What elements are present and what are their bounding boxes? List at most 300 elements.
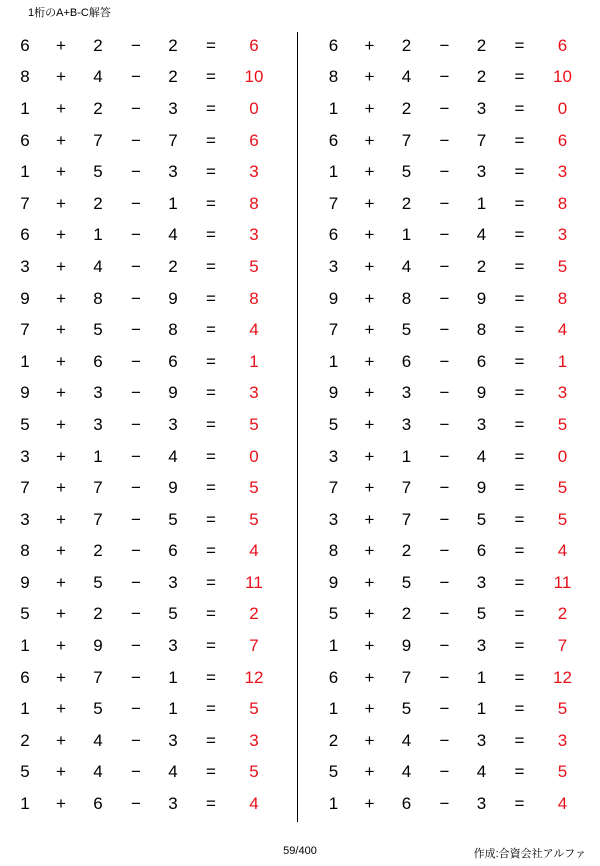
operand-a: 7	[20, 193, 30, 213]
plus-icon: +	[364, 794, 375, 814]
equals-icon: =	[514, 636, 525, 656]
plus-icon: +	[56, 446, 66, 466]
operand-b: 2	[401, 604, 412, 624]
equals-icon: =	[514, 98, 525, 118]
plus-icon: +	[364, 351, 375, 371]
operand-c: 6	[168, 541, 178, 561]
problem-row	[317, 662, 600, 694]
answer-value: 5	[249, 256, 259, 276]
answer-value: 4	[557, 320, 568, 340]
problem-row	[8, 504, 292, 536]
problem-row	[8, 757, 292, 789]
operand-b: 6	[401, 794, 412, 814]
problem-row	[8, 378, 292, 410]
operand-a: 6	[328, 35, 339, 55]
operand-c: 3	[476, 98, 487, 118]
operand-c: 3	[476, 730, 487, 750]
plus-icon: +	[364, 730, 375, 750]
equals-icon: =	[206, 604, 216, 624]
answer-value: 12	[553, 667, 572, 687]
operand-b: 5	[401, 162, 412, 182]
operand-b: 4	[401, 762, 412, 782]
problem-row	[8, 662, 292, 694]
plus-icon: +	[364, 414, 375, 434]
plus-icon: +	[56, 383, 66, 403]
equals-icon: =	[514, 162, 525, 182]
operand-b: 5	[401, 572, 412, 592]
minus-icon: −	[131, 636, 141, 656]
answer-value: 2	[557, 604, 568, 624]
minus-icon: −	[439, 225, 450, 245]
plus-icon: +	[364, 35, 375, 55]
operand-c: 5	[476, 604, 487, 624]
operand-a: 9	[20, 288, 30, 308]
equals-icon: =	[206, 730, 216, 750]
operand-c: 3	[168, 572, 178, 592]
operand-a: 1	[20, 162, 30, 182]
problem-row	[317, 62, 600, 94]
plus-icon: +	[56, 572, 66, 592]
minus-icon: −	[131, 193, 141, 213]
minus-icon: −	[131, 130, 141, 150]
operand-a: 5	[328, 762, 339, 782]
equals-icon: =	[514, 541, 525, 561]
minus-icon: −	[439, 667, 450, 687]
equals-icon: =	[206, 193, 216, 213]
problem-row	[317, 630, 600, 662]
equals-icon: =	[514, 35, 525, 55]
problem-row	[8, 441, 292, 473]
answer-value: 6	[249, 130, 259, 150]
plus-icon: +	[364, 572, 375, 592]
operand-c: 2	[168, 35, 178, 55]
operand-b: 7	[93, 667, 103, 687]
operand-b: 2	[401, 541, 412, 561]
equals-icon: =	[206, 98, 216, 118]
operand-c: 3	[168, 730, 178, 750]
operand-c: 3	[168, 162, 178, 182]
minus-icon: −	[131, 730, 141, 750]
operand-b: 7	[93, 130, 103, 150]
operand-b: 4	[93, 67, 103, 87]
minus-icon: −	[131, 256, 141, 276]
minus-icon: −	[131, 541, 141, 561]
operand-b: 5	[401, 320, 412, 340]
problem-row	[8, 314, 292, 346]
operand-a: 3	[328, 256, 339, 276]
minus-icon: −	[439, 162, 450, 182]
answer-value: 3	[557, 162, 568, 182]
answer-value: 3	[557, 225, 568, 245]
plus-icon: +	[364, 162, 375, 182]
problem-row	[317, 30, 600, 62]
operand-c: 3	[476, 414, 487, 434]
operand-a: 8	[328, 67, 339, 87]
equals-icon: =	[514, 730, 525, 750]
answer-value: 6	[557, 35, 568, 55]
minus-icon: −	[439, 541, 450, 561]
plus-icon: +	[56, 699, 66, 719]
operand-a: 6	[328, 225, 339, 245]
operand-a: 5	[328, 414, 339, 434]
minus-icon: −	[131, 351, 141, 371]
answer-value: 10	[553, 67, 572, 87]
problem-row	[317, 93, 600, 125]
operand-c: 1	[168, 699, 178, 719]
operand-a: 1	[328, 636, 339, 656]
minus-icon: −	[131, 667, 141, 687]
problem-row	[317, 220, 600, 252]
operand-b: 4	[401, 730, 412, 750]
problem-row	[317, 314, 600, 346]
minus-icon: −	[439, 130, 450, 150]
problem-column-left	[0, 30, 292, 822]
minus-icon: −	[439, 794, 450, 814]
operand-a: 9	[20, 383, 30, 403]
plus-icon: +	[56, 256, 66, 276]
plus-icon: +	[56, 636, 66, 656]
problem-row	[317, 125, 600, 157]
minus-icon: −	[439, 98, 450, 118]
operand-b: 2	[93, 98, 103, 118]
operand-a: 8	[20, 67, 30, 87]
operand-b: 6	[93, 794, 103, 814]
operand-b: 4	[93, 730, 103, 750]
operand-a: 3	[20, 509, 30, 529]
answer-value: 8	[557, 288, 568, 308]
problem-row	[317, 567, 600, 599]
operand-c: 4	[168, 225, 178, 245]
plus-icon: +	[364, 541, 375, 561]
equals-icon: =	[206, 446, 216, 466]
operand-b: 2	[401, 193, 412, 213]
operand-b: 9	[401, 636, 412, 656]
operand-a: 7	[20, 320, 30, 340]
operand-c: 5	[168, 604, 178, 624]
plus-icon: +	[364, 225, 375, 245]
operand-a: 6	[20, 35, 30, 55]
problem-column-right	[303, 30, 600, 822]
operand-b: 1	[401, 225, 412, 245]
operand-a: 3	[328, 446, 339, 466]
operand-c: 6	[476, 541, 487, 561]
plus-icon: +	[56, 130, 66, 150]
answer-value: 5	[557, 699, 568, 719]
operand-c: 9	[168, 478, 178, 498]
equals-icon: =	[514, 256, 525, 276]
operand-b: 5	[93, 162, 103, 182]
operand-b: 7	[93, 478, 103, 498]
plus-icon: +	[56, 288, 66, 308]
operand-c: 4	[168, 762, 178, 782]
answer-value: 4	[249, 794, 259, 814]
minus-icon: −	[131, 478, 141, 498]
operand-a: 6	[20, 130, 30, 150]
operand-a: 1	[328, 98, 339, 118]
plus-icon: +	[56, 225, 66, 245]
equals-icon: =	[514, 572, 525, 592]
minus-icon: −	[439, 67, 450, 87]
plus-icon: +	[364, 383, 375, 403]
equals-icon: =	[206, 162, 216, 182]
answer-value: 5	[249, 478, 259, 498]
operand-c: 5	[168, 509, 178, 529]
operand-b: 5	[93, 320, 103, 340]
answer-value: 5	[557, 414, 568, 434]
footer-credit: 作成:合資会社アルファ	[473, 848, 586, 860]
operand-c: 9	[168, 288, 178, 308]
answer-value: 10	[244, 67, 264, 87]
minus-icon: −	[131, 98, 141, 118]
column-divider	[297, 32, 298, 822]
equals-icon: =	[514, 762, 525, 782]
problem-row	[317, 725, 600, 757]
operand-b: 4	[93, 762, 103, 782]
answer-value: 3	[249, 225, 259, 245]
operand-b: 7	[401, 667, 412, 687]
operand-a: 5	[20, 762, 30, 782]
operand-c: 9	[476, 383, 487, 403]
plus-icon: +	[56, 193, 66, 213]
answer-value: 4	[557, 541, 568, 561]
answer-value: 0	[249, 98, 259, 118]
operand-a: 8	[20, 541, 30, 561]
problem-row	[317, 693, 600, 725]
operand-c: 3	[168, 98, 178, 118]
operand-c: 8	[168, 320, 178, 340]
operand-a: 6	[20, 667, 30, 687]
plus-icon: +	[364, 446, 375, 466]
problem-row	[317, 378, 600, 410]
equals-icon: =	[206, 636, 216, 656]
plus-icon: +	[364, 67, 375, 87]
operand-c: 8	[476, 320, 487, 340]
minus-icon: −	[439, 699, 450, 719]
problem-row	[8, 599, 292, 631]
equals-icon: =	[206, 320, 216, 340]
operand-c: 4	[476, 225, 487, 245]
plus-icon: +	[364, 509, 375, 529]
problem-row	[317, 346, 600, 378]
problem-row	[8, 30, 292, 62]
operand-a: 3	[328, 509, 339, 529]
answer-value: 2	[249, 604, 259, 624]
answer-value: 5	[249, 762, 259, 782]
operand-c: 3	[476, 162, 487, 182]
equals-icon: =	[206, 541, 216, 561]
equals-icon: =	[514, 193, 525, 213]
plus-icon: +	[364, 762, 375, 782]
problem-row	[8, 93, 292, 125]
equals-icon: =	[514, 67, 525, 87]
operand-a: 2	[20, 730, 30, 750]
minus-icon: −	[439, 320, 450, 340]
equals-icon: =	[206, 572, 216, 592]
operand-c: 7	[476, 130, 487, 150]
minus-icon: −	[131, 794, 141, 814]
operand-a: 3	[20, 446, 30, 466]
operand-a: 2	[328, 730, 339, 750]
plus-icon: +	[56, 414, 66, 434]
operand-c: 3	[476, 636, 487, 656]
minus-icon: −	[131, 446, 141, 466]
minus-icon: −	[439, 35, 450, 55]
equals-icon: =	[206, 794, 216, 814]
equals-icon: =	[206, 67, 216, 87]
equals-icon: =	[206, 256, 216, 276]
answer-value: 5	[557, 478, 568, 498]
operand-a: 9	[20, 572, 30, 592]
minus-icon: −	[131, 162, 141, 182]
problem-row	[317, 156, 600, 188]
operand-c: 2	[476, 35, 487, 55]
minus-icon: −	[439, 414, 450, 434]
operand-b: 2	[93, 193, 103, 213]
plus-icon: +	[364, 130, 375, 150]
operand-c: 1	[476, 193, 487, 213]
plus-icon: +	[364, 320, 375, 340]
answer-value: 5	[249, 509, 259, 529]
minus-icon: −	[439, 383, 450, 403]
plus-icon: +	[364, 288, 375, 308]
answer-value: 4	[249, 541, 259, 561]
equals-icon: =	[514, 509, 525, 529]
equals-icon: =	[206, 699, 216, 719]
answer-value: 5	[557, 762, 568, 782]
problem-row	[317, 188, 600, 220]
problem-row	[8, 125, 292, 157]
plus-icon: +	[364, 636, 375, 656]
operand-b: 2	[93, 35, 103, 55]
answer-value: 6	[557, 130, 568, 150]
operand-a: 1	[20, 351, 30, 371]
operand-c: 7	[168, 130, 178, 150]
answer-value: 3	[557, 383, 568, 403]
operand-c: 4	[476, 446, 487, 466]
operand-b: 1	[401, 446, 412, 466]
minus-icon: −	[131, 225, 141, 245]
minus-icon: −	[439, 509, 450, 529]
equals-icon: =	[514, 414, 525, 434]
plus-icon: +	[56, 98, 66, 118]
plus-icon: +	[56, 351, 66, 371]
equals-icon: =	[206, 35, 216, 55]
equals-icon: =	[206, 383, 216, 403]
answer-value: 6	[249, 35, 259, 55]
operand-a: 5	[20, 604, 30, 624]
minus-icon: −	[439, 636, 450, 656]
answer-value: 11	[245, 572, 263, 592]
problem-row	[8, 62, 292, 94]
minus-icon: −	[131, 572, 141, 592]
operand-b: 4	[93, 256, 103, 276]
operand-a: 1	[328, 794, 339, 814]
answer-value: 4	[557, 794, 568, 814]
problem-row	[317, 251, 600, 283]
operand-b: 2	[93, 541, 103, 561]
operand-c: 6	[476, 351, 487, 371]
plus-icon: +	[364, 667, 375, 687]
plus-icon: +	[364, 98, 375, 118]
operand-c: 5	[476, 509, 487, 529]
operand-a: 5	[20, 414, 30, 434]
operand-b: 4	[401, 67, 412, 87]
plus-icon: +	[56, 541, 66, 561]
minus-icon: −	[131, 509, 141, 529]
answer-value: 5	[557, 256, 568, 276]
problem-row	[8, 409, 292, 441]
problem-columns	[0, 30, 600, 822]
answer-value: 7	[249, 636, 259, 656]
minus-icon: −	[439, 604, 450, 624]
problem-row	[317, 599, 600, 631]
operand-a: 1	[20, 699, 30, 719]
operand-b: 5	[93, 572, 103, 592]
operand-c: 2	[476, 67, 487, 87]
operand-a: 1	[328, 351, 339, 371]
plus-icon: +	[56, 478, 66, 498]
operand-b: 7	[401, 509, 412, 529]
operand-c: 3	[476, 794, 487, 814]
operand-a: 3	[20, 256, 30, 276]
answer-value: 1	[249, 351, 259, 371]
operand-a: 9	[328, 572, 339, 592]
problem-row	[8, 725, 292, 757]
operand-b: 7	[401, 478, 412, 498]
operand-b: 4	[401, 256, 412, 276]
answer-value: 3	[249, 162, 259, 182]
answer-value: 0	[557, 98, 568, 118]
answer-value: 3	[249, 730, 259, 750]
operand-c: 2	[168, 67, 178, 87]
answer-value: 0	[249, 446, 259, 466]
operand-b: 8	[93, 288, 103, 308]
equals-icon: =	[514, 699, 525, 719]
operand-b: 6	[93, 351, 103, 371]
equals-icon: =	[514, 667, 525, 687]
problem-row	[8, 536, 292, 568]
operand-a: 7	[20, 478, 30, 498]
operand-c: 2	[168, 256, 178, 276]
problem-row	[8, 346, 292, 378]
operand-b: 2	[93, 604, 103, 624]
plus-icon: +	[56, 320, 66, 340]
operand-a: 7	[328, 320, 339, 340]
minus-icon: −	[131, 35, 141, 55]
operand-b: 3	[93, 414, 103, 434]
operand-a: 1	[328, 162, 339, 182]
answer-value: 5	[249, 414, 259, 434]
problem-row	[8, 283, 292, 315]
operand-b: 6	[401, 351, 412, 371]
problem-row	[317, 283, 600, 315]
plus-icon: +	[56, 604, 66, 624]
equals-icon: =	[206, 351, 216, 371]
plus-icon: +	[56, 67, 66, 87]
operand-a: 6	[328, 130, 339, 150]
equals-icon: =	[206, 667, 216, 687]
operand-b: 8	[401, 288, 412, 308]
minus-icon: −	[131, 67, 141, 87]
minus-icon: −	[131, 604, 141, 624]
equals-icon: =	[514, 478, 525, 498]
operand-b: 1	[93, 446, 103, 466]
answer-value: 11	[553, 572, 572, 592]
operand-c: 4	[476, 762, 487, 782]
minus-icon: −	[439, 762, 450, 782]
answer-value: 12	[244, 667, 264, 687]
problem-row	[317, 504, 600, 536]
